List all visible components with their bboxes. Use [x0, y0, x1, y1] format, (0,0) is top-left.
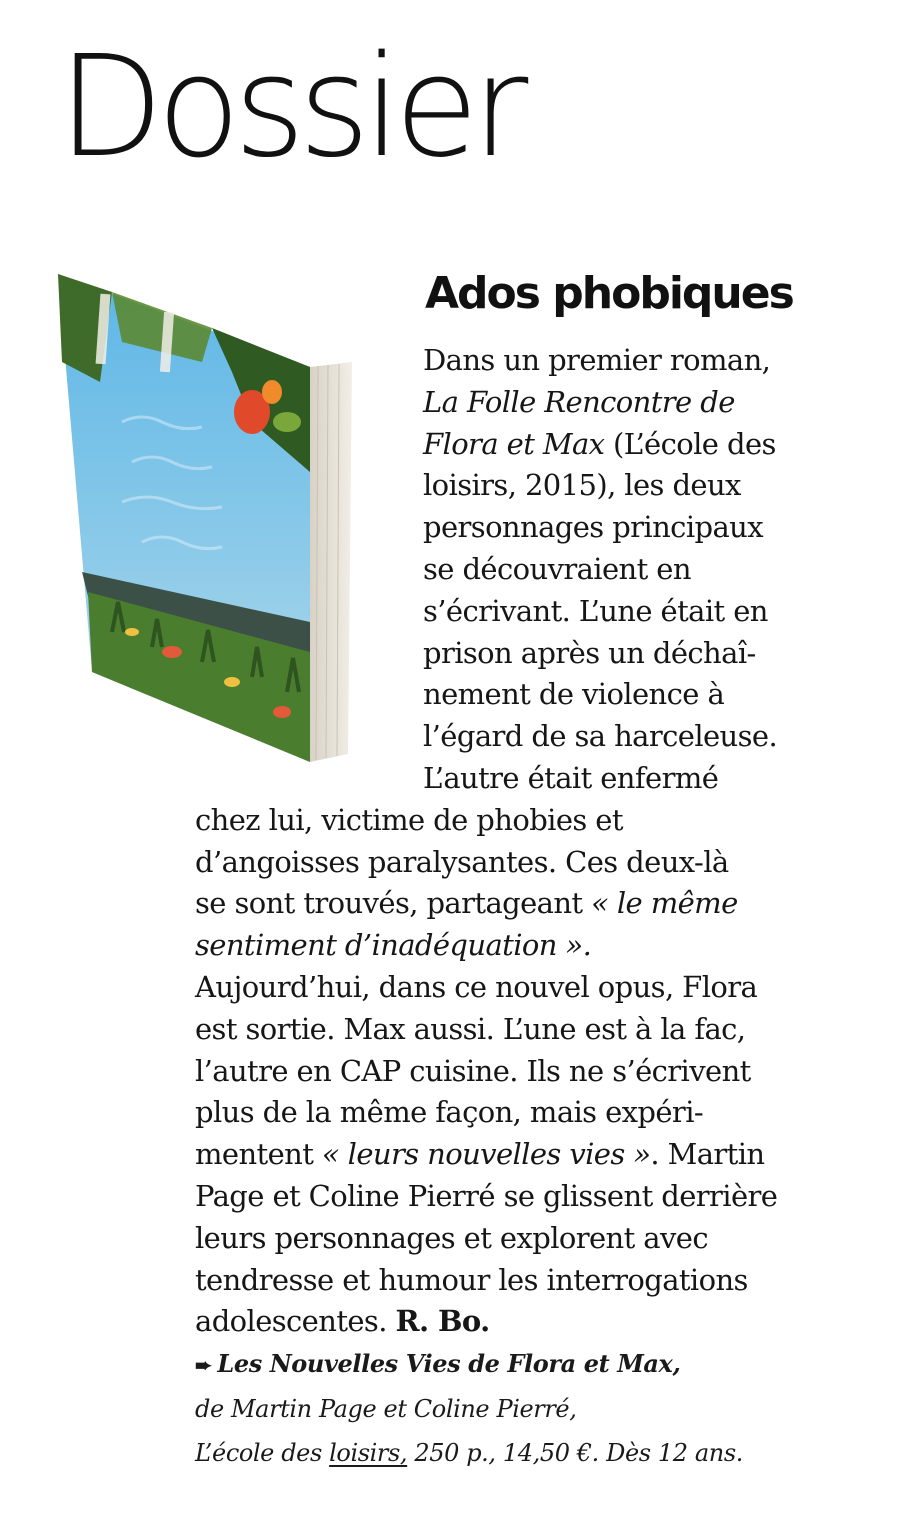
author-signature: R. Bo.	[395, 1304, 490, 1339]
body-line: prison après un déchaî-	[423, 635, 756, 670]
body-line	[195, 424, 835, 466]
quote-italic: « leurs nouvelles vies »	[321, 1137, 651, 1172]
body-line: l’égard de sa harceleuse.	[423, 719, 778, 754]
body-line	[195, 883, 835, 925]
credit-publisher-underlined: loisirs,	[329, 1439, 408, 1467]
body-line: s’écrivant. L’une était en	[423, 593, 768, 628]
body-line: L’autre était enfermé	[423, 760, 719, 795]
body-text-run: (L’école des	[604, 426, 776, 461]
body-text-run: se sont trouvés, partageant	[195, 886, 592, 921]
body-line: Aujourd’hui, dans ce nouvel opus, Flora	[195, 969, 758, 1004]
body-line: l’autre en CAP cuisine. Ils ne s’écrivent	[195, 1053, 751, 1088]
credit-details: 250 p., 14,50 €. Dès 12 ans.	[407, 1439, 744, 1467]
body-text-run: mentent	[195, 1137, 322, 1172]
credit-publisher-line	[195, 1431, 875, 1475]
body-line	[195, 1134, 835, 1176]
body-line: Page et Coline Pierré se glissent derrière	[195, 1178, 778, 1213]
body-line: plus de la même façon, mais expéri-	[195, 1095, 704, 1130]
body-line: loisirs, 2015), les deux	[423, 468, 741, 503]
body-line: nement de violence à	[423, 677, 725, 712]
book-credits	[195, 1342, 875, 1475]
body-text-run: . Martin	[650, 1137, 765, 1172]
credit-publisher: L’école des	[195, 1439, 330, 1467]
quote-italic: « le même	[591, 886, 738, 921]
article-headline: Ados phobiques	[425, 268, 793, 319]
book-title-italic: Flora et Max	[423, 426, 605, 461]
body-line: d’angoisses paralysantes. Ces deux-là	[195, 844, 729, 879]
section-rubric: Dossier	[58, 26, 522, 189]
body-line: est sortie. Max aussi. L’une est à la fac,	[195, 1011, 746, 1046]
arrow-right-icon: ➨	[195, 1353, 212, 1377]
body-line: personnages principaux	[423, 510, 763, 545]
body-line: leurs personnages et explorent avec	[195, 1220, 708, 1255]
credit-title-line	[195, 1342, 875, 1387]
credit-book-title: Les Nouvelles Vies de Flora et Max,	[217, 1349, 681, 1378]
body-line: Dans un premier roman,	[423, 343, 771, 377]
body-line: La Folle Rencontre de	[423, 384, 735, 419]
credit-authors: de Martin Page et Coline Pierré,	[195, 1395, 577, 1423]
body-line: sentiment d’inadéquation ».	[195, 928, 592, 963]
body-line: chez lui, victime de phobies et	[195, 802, 623, 837]
article-body	[195, 340, 835, 1343]
body-line: se découvraient en	[423, 551, 691, 586]
body-line	[195, 1301, 835, 1343]
body-line: tendresse et humour les interrogations	[195, 1262, 748, 1297]
body-text-run: adolescentes.	[195, 1304, 396, 1339]
